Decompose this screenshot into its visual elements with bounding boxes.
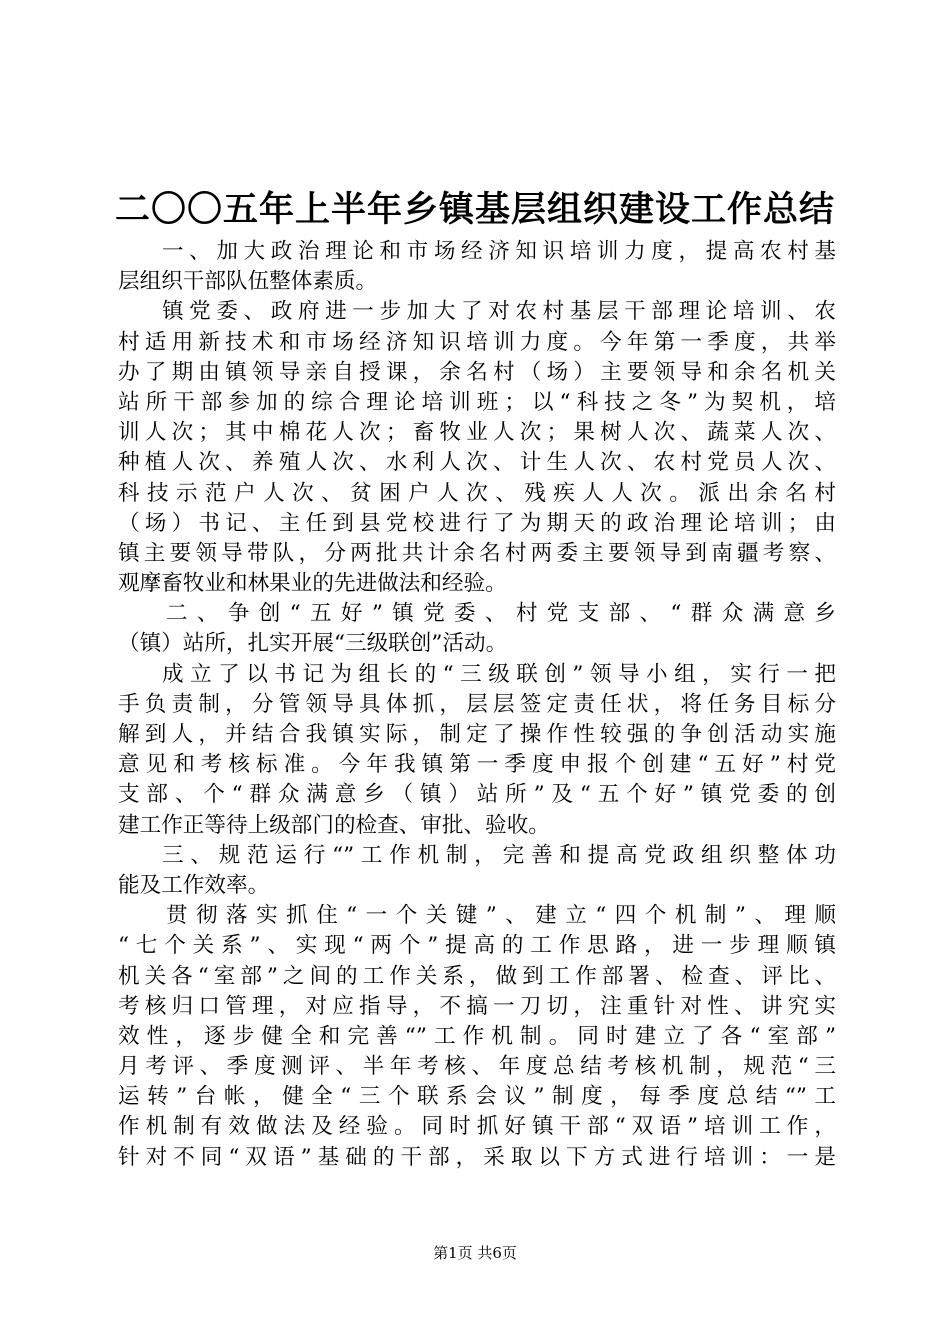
paragraph-1-line-6: 种植人次、养殖人次、水利人次、计生人次、农村党员人次、 xyxy=(118,450,836,476)
paragraph-2-line-3: 解到人，并结合我镇实际，制定了操作性较强的争创活动实施 xyxy=(118,722,836,747)
section-heading-3-line-1: 三、规范运行“”工作机制，完善和提高党政组织整体功 xyxy=(162,842,836,868)
paragraph-1-line-7: 科技示范户人次、贫困户人次、残疾人人次。派出余名村 xyxy=(118,480,836,506)
section-heading-1-line-2: 层组织干部队伍整体素质。 xyxy=(118,269,378,295)
paragraph-1-line-8: （场）书记、主任到县党校进行了为期天的政治理论培训；由 xyxy=(118,510,836,536)
paragraph-3-line-7: 运转”台帐，健全“三个联系会议”制度，每季度总结“”工 xyxy=(118,1084,836,1110)
paragraph-3-line-1: 贯彻落实抓住“一个关键”、建立“四个机制”、理顺 xyxy=(166,903,836,929)
page-number-footer: 第1页 共6页 xyxy=(433,1244,517,1262)
paragraph-2-line-2: 手负责制，分管领导具体抓，层层签定责任状，将任务目标分 xyxy=(118,691,836,717)
section-heading-3-line-2: 能及工作效率。 xyxy=(118,872,270,898)
paragraph-1-line-4: 站所干部参加的综合理论培训班；以“科技之冬”为契机，培 xyxy=(118,389,836,415)
paragraph-1-line-10: 观摩畜牧业和林果业的先进做法和经验。 xyxy=(118,571,507,597)
paragraph-1-line-1: 镇党委、政府进一步加大了对农村基层干部理论培训、农 xyxy=(162,299,836,325)
paragraph-3-line-9: 针对不同“双语”基础的干部，采取以下方式进行培训：一是 xyxy=(118,1144,836,1170)
paragraph-3-line-8: 作机制有效做法及经验。同时抓好镇干部“双语”培训工作， xyxy=(118,1114,836,1140)
paragraph-1-line-2: 村适用新技术和市场经济知识培训力度。今年第一季度，共举 xyxy=(118,329,836,355)
paragraph-2-line-4: 意见和考核标准。今年我镇第一季度申报个创建“五好”村党 xyxy=(118,752,836,778)
paragraph-1-line-5: 训人次；其中棉花人次；畜牧业人次；果树人次、蔬菜人次、 xyxy=(118,420,836,446)
paragraph-3-line-3: 机关各“室部”之间的工作关系，做到工作部署、检查、评比、 xyxy=(118,963,836,989)
paragraph-1-line-3: 办了期由镇领导亲自授课，余名村（场）主要领导和余名机关 xyxy=(118,359,836,385)
section-heading-2-line-1: 二、争创“五好”镇党委、村党支部、“群众满意乡 xyxy=(166,601,836,627)
paragraph-3-line-5: 效性，逐步健全和完善“”工作机制。同时建立了各“室部” xyxy=(118,1023,836,1049)
paragraph-2-line-1: 成立了以书记为组长的“三级联创”领导小组，实行一把 xyxy=(162,661,836,687)
paragraph-3-line-2: “七个关系”、实现“两个”提高的工作思路，进一步理顺镇 xyxy=(118,933,836,959)
document-title: 二〇〇五年上半年乡镇基层组织建设工作总结 xyxy=(114,189,835,230)
paragraph-2-line-5: 支部、个“群众满意乡（镇）站所”及“五个好”镇党委的创 xyxy=(118,782,836,808)
section-heading-2-line-2: （镇）站所，扎实开展“三级联创”活动。 xyxy=(118,631,508,657)
paragraph-3-line-4: 考核归口管理，对应指导，不搞一刀切，注重针对性、讲究实 xyxy=(118,993,836,1019)
paragraph-1-line-9: 镇主要领导带队，分两批共计余名村两委主要领导到南疆考察、 xyxy=(118,540,836,566)
paragraph-3-line-6: 月考评、季度测评、半年考核、年度总结考核机制，规范“三 xyxy=(118,1054,836,1080)
section-heading-1-line-1: 一、加大政治理论和市场经济知识培训力度，提高农村基 xyxy=(162,239,836,264)
document-body xyxy=(118,237,836,1173)
paragraph-2-line-6: 建工作正等待上级部门的检查、审批、验收。 xyxy=(118,812,550,838)
